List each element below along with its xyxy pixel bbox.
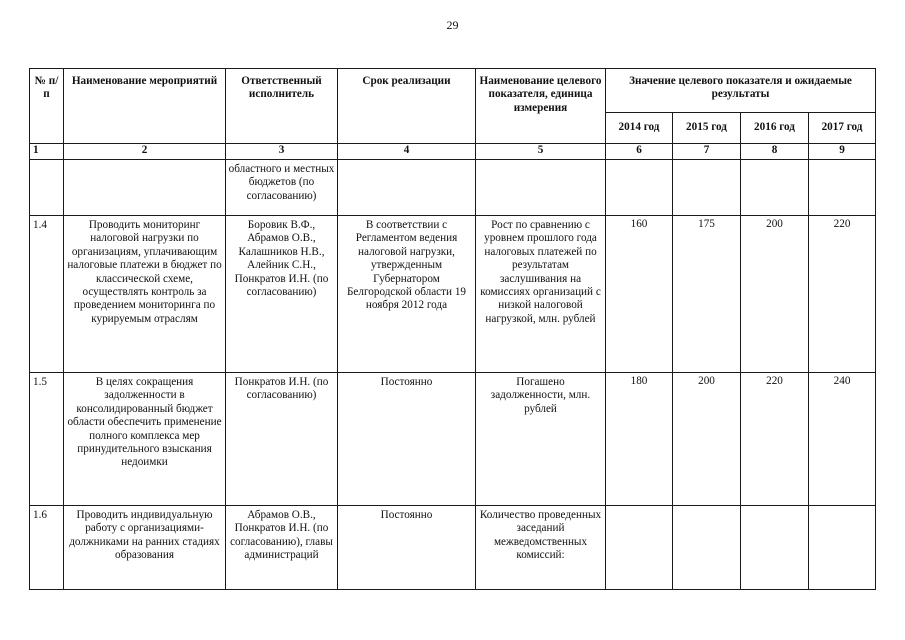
row-term: В соответствии с Регламентом ведения налоговой нагрузки, утвержденным Губернатором Белгородской области 19 ноября 2012 года (338, 216, 476, 373)
row-responsible: областного и местных бюджетов (по согласованию) (226, 160, 338, 216)
header-year: 2017 год (809, 113, 876, 144)
row-term (338, 160, 476, 216)
header-name: Наименование мероприятий (64, 69, 226, 144)
column-number: 1 (30, 144, 64, 160)
row-value-2014 (606, 160, 673, 216)
header-year: 2014 год (606, 113, 673, 144)
row-term: Постоянно (338, 373, 476, 506)
row-value-2016 (741, 506, 809, 590)
column-number: 6 (606, 144, 673, 160)
row-num: 1.4 (30, 216, 64, 373)
row-name: Проводить мониторинг налоговой нагрузки по организациям, уплачивающим налоговые платежи в бюджет по классической схеме, осуществлять контроль за проведением мониторинга по курируемым отраслям (64, 216, 226, 373)
column-numbers-row (30, 144, 876, 160)
row-value-2015: 200 (673, 373, 741, 506)
row-value-2015 (673, 160, 741, 216)
table-row (30, 373, 876, 506)
header-term: Срок реализации (338, 69, 476, 144)
row-value-2016: 200 (741, 216, 809, 373)
header-indicator: Наименование целевого показателя, единица измерения (476, 69, 606, 144)
page-number: 29 (446, 18, 459, 32)
row-value-2016: 220 (741, 373, 809, 506)
column-number: 2 (64, 144, 226, 160)
column-number: 5 (476, 144, 606, 160)
row-value-2017 (809, 160, 876, 216)
table-row (30, 216, 876, 373)
row-num: 1.5 (30, 373, 64, 506)
row-value-2016 (741, 160, 809, 216)
row-name: Проводить индивидуальную работу с организациями-должниками на ранних стадиях образования (64, 506, 226, 590)
header-year: 2015 год (673, 113, 741, 144)
row-value-2017: 220 (809, 216, 876, 373)
row-num (30, 160, 64, 216)
row-indicator (476, 160, 606, 216)
row-responsible: Понкратов И.Н. (по согласованию) (226, 373, 338, 506)
measures-table (29, 68, 876, 590)
row-indicator: Погашено задолженности, млн. рублей (476, 373, 606, 506)
row-value-2014: 160 (606, 216, 673, 373)
header-responsible: Ответственный исполнитель (226, 69, 338, 144)
row-value-2014: 180 (606, 373, 673, 506)
header-row (30, 69, 876, 113)
row-responsible: Абрамов О.В., Понкратов И.Н. (по согласованию), главы администраций (226, 506, 338, 590)
row-indicator: Рост по сравнению с уровнем прошлого года налоговых платежей по результатам заслушивания на комиссиях организаций с низкой налоговой нагрузкой, млн. рублей (476, 216, 606, 373)
row-value-2017: 240 (809, 373, 876, 506)
row-value-2015 (673, 506, 741, 590)
table-row (30, 160, 876, 216)
header-year: 2016 год (741, 113, 809, 144)
row-name (64, 160, 226, 216)
row-value-2015: 175 (673, 216, 741, 373)
column-number: 4 (338, 144, 476, 160)
row-num: 1.6 (30, 506, 64, 590)
row-responsible: Боровик В.Ф., Абрамов О.В., Калашников Н.В., Алейник С.Н., Понкратов И.Н. (по согласованию) (226, 216, 338, 373)
column-number: 7 (673, 144, 741, 160)
header-values-group: Значение целевого показателя и ожидаемые результаты (606, 69, 876, 113)
row-value-2014 (606, 506, 673, 590)
column-number: 8 (741, 144, 809, 160)
row-name: В целях сокращения задолженности в консолидированный бюджет области обеспечить применение полного комплекса мер принудительного взыскания недоимки (64, 373, 226, 506)
row-indicator: Количество проведенных заседаний межведомственных комиссий: (476, 506, 606, 590)
column-number: 3 (226, 144, 338, 160)
table-row (30, 506, 876, 590)
row-value-2017 (809, 506, 876, 590)
header-num: № п/п (30, 69, 64, 144)
row-term: Постоянно (338, 506, 476, 590)
column-number: 9 (809, 144, 876, 160)
